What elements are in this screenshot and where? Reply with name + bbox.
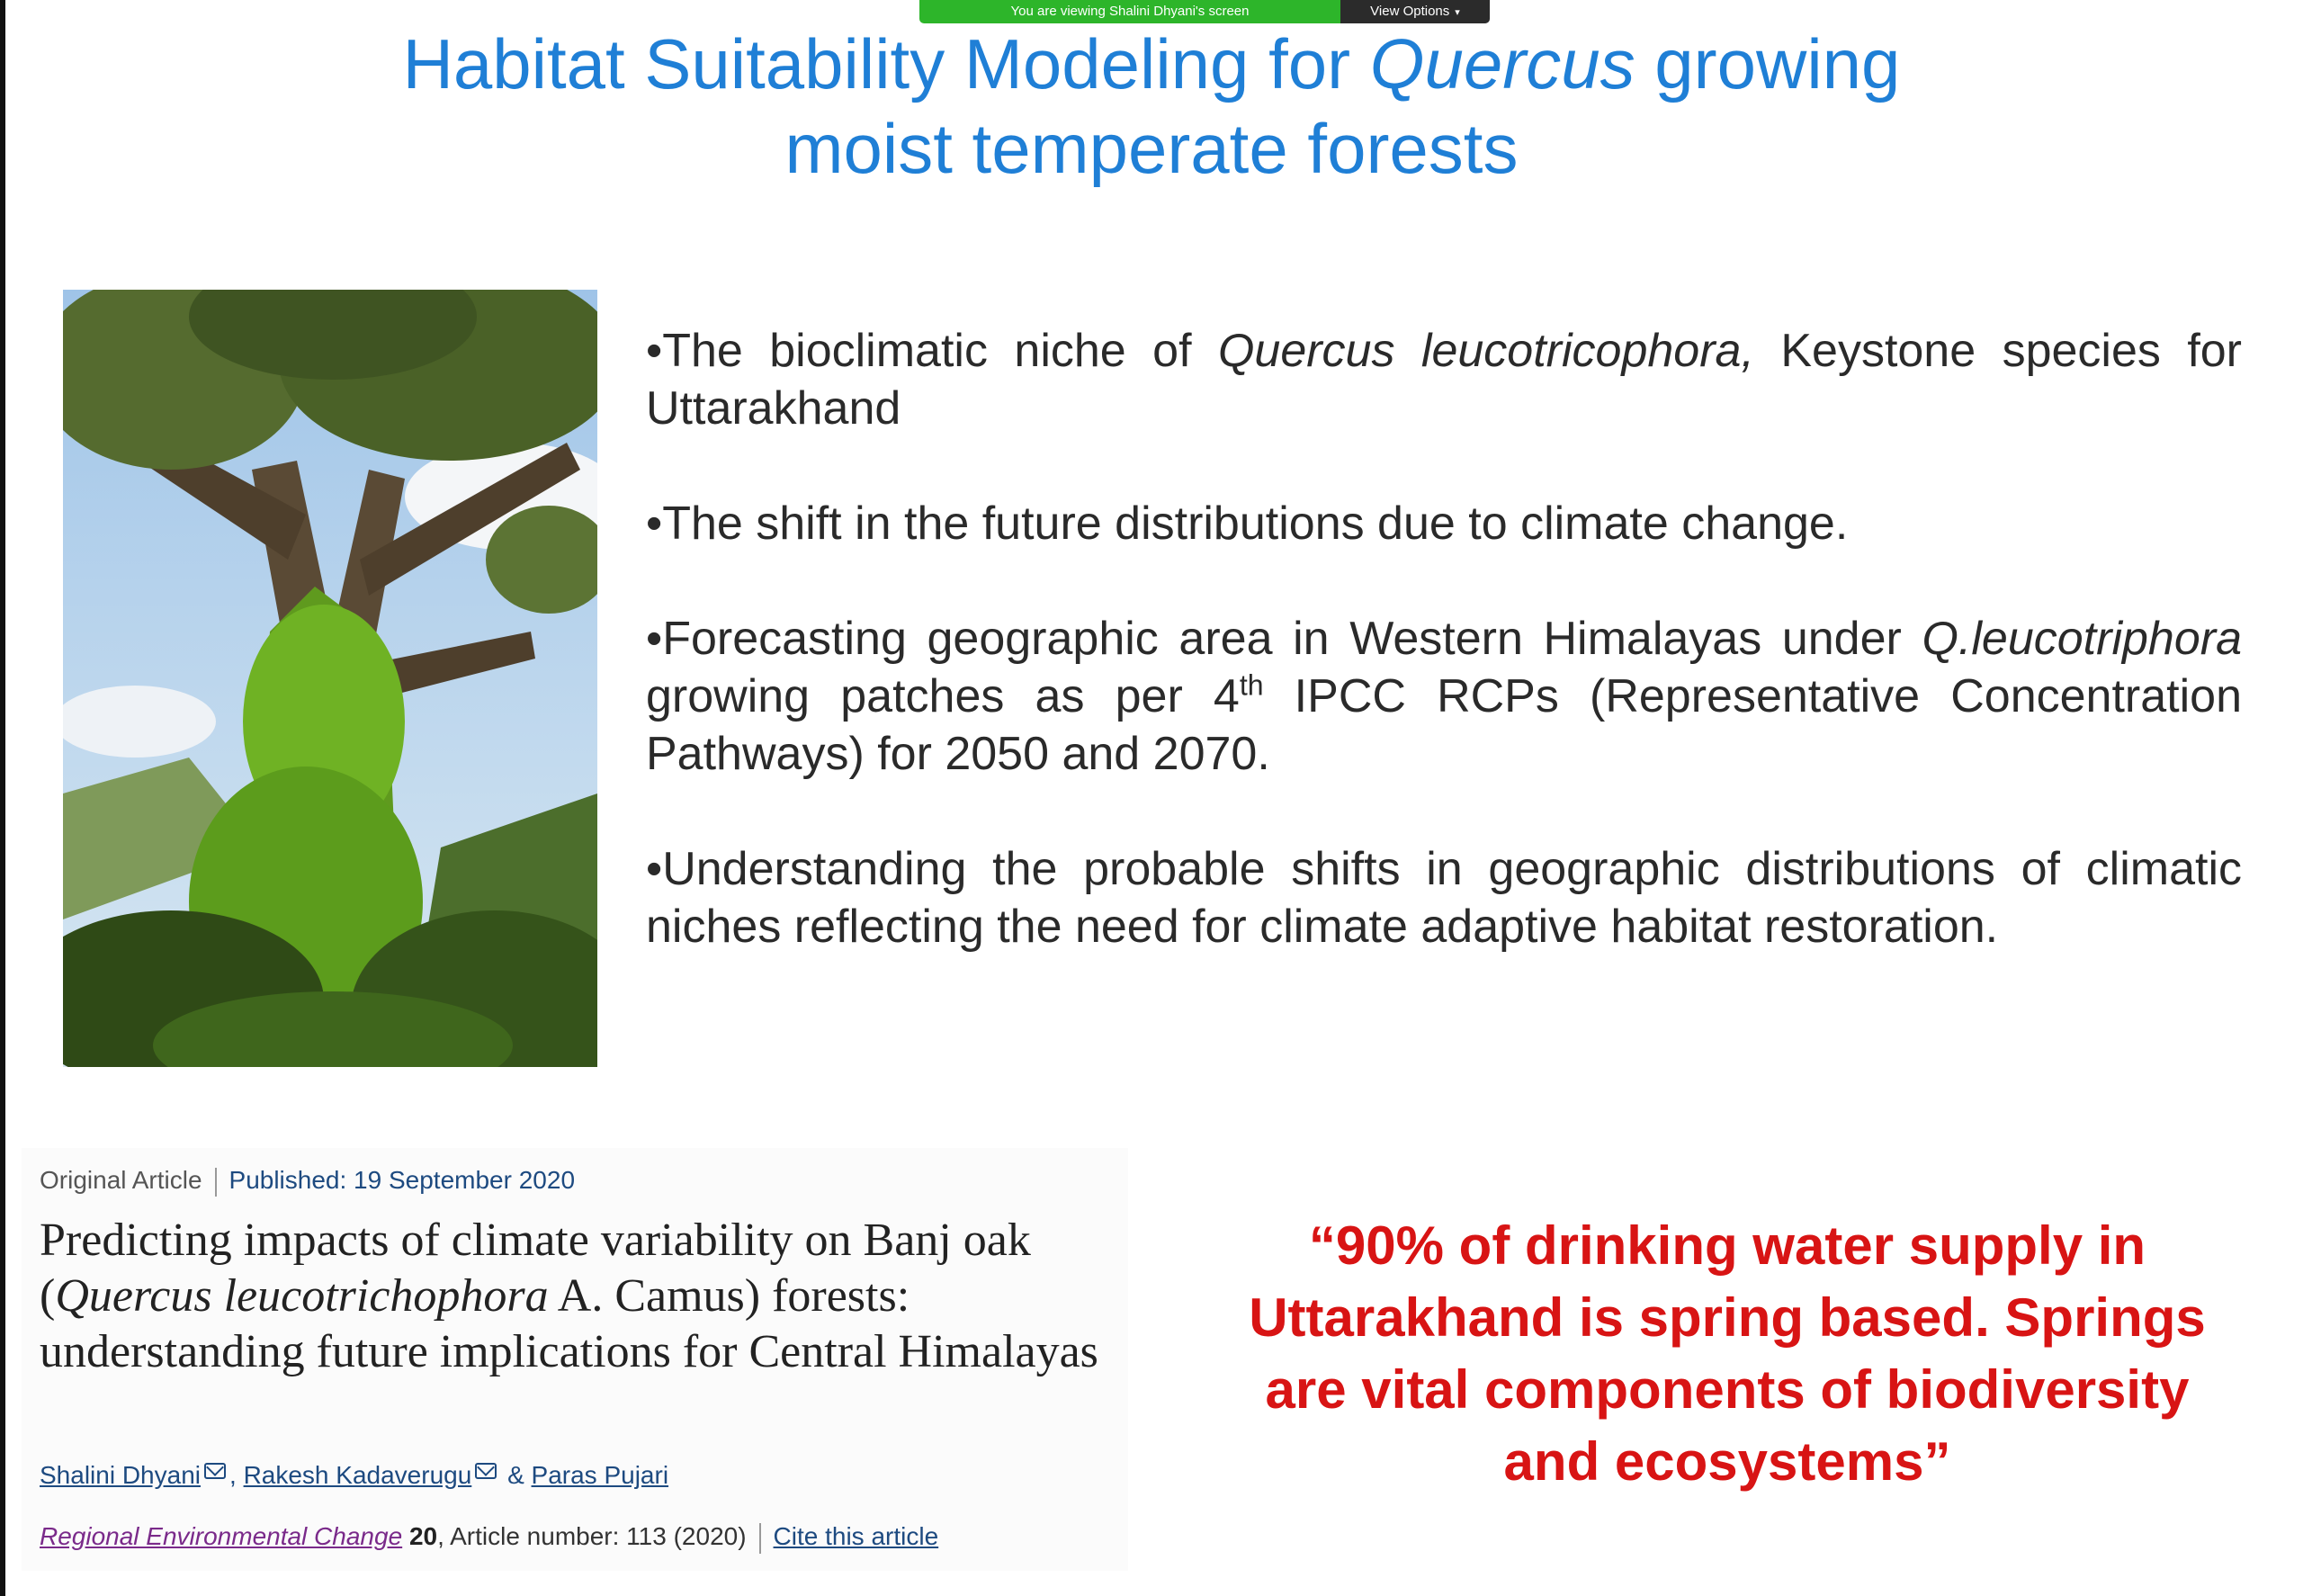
bullet-forecasting	[646, 610, 2242, 783]
mail-icon[interactable]	[204, 1463, 226, 1479]
author-separator: &	[500, 1461, 532, 1489]
article-type: Original Article	[40, 1166, 202, 1194]
author-link[interactable]: Paras Pujari	[531, 1461, 669, 1489]
viewing-screen-label: You are viewing Shalini Dhyani's screen	[919, 0, 1340, 23]
article-number: , Article number: 113 (2020)	[437, 1522, 747, 1550]
author-link[interactable]: Shalini Dhyani	[40, 1461, 201, 1489]
divider	[759, 1523, 761, 1554]
article-title	[40, 1213, 1128, 1380]
bullet1-text: •The bioclimatic niche of	[646, 325, 1218, 377]
journal-volume: 20	[408, 1522, 438, 1550]
bullet-niche	[646, 322, 2242, 437]
chevron-down-icon: ▾	[1455, 7, 1460, 18]
article-title-italic: Quercus leucotrichophora	[55, 1270, 549, 1322]
bullet1-post: Keystone species for Uttarakhand	[646, 325, 2243, 435]
title-part2: growing	[1635, 24, 1901, 103]
title-line2: moist temperate forests	[784, 109, 1519, 188]
bullet3-pre: •Forecasting geographic area in Western Himalayas under	[646, 613, 1922, 665]
oak-tree-photo	[63, 290, 597, 1067]
article-snippet	[22, 1148, 1128, 1571]
slide-title	[0, 22, 2303, 191]
article-title-pre: Predicting impacts of climate variability on Banj oak (	[40, 1215, 1031, 1322]
bullet-shift: •The shift in the future distributions due to climate change.	[646, 498, 1849, 550]
spring-water-quote: “90% of drinking water supply in Uttarakhand is spring based. Springs are vital components of biodiversity and ecosystems”	[1249, 1215, 2206, 1492]
published-date: Published: 19 September 2020	[229, 1166, 576, 1194]
window-edge	[0, 0, 5, 1596]
article-authors: Shalini Dhyani , Rakesh Kadaverugu & Paras Pujari	[40, 1461, 669, 1489]
title-italic: Quercus	[1369, 24, 1635, 103]
bullet1-italic: Quercus leucotricophora,	[1217, 325, 1754, 377]
bullet3-mid: growing patches as per 4	[646, 670, 1240, 722]
view-options-button[interactable]	[1340, 0, 1490, 23]
article-meta	[40, 1166, 575, 1197]
title-part1: Habitat Suitability Modeling for	[402, 24, 1370, 103]
author-link[interactable]: Rakesh Kadaverugu	[243, 1461, 472, 1489]
divider	[215, 1168, 217, 1197]
article-title-post: A. Camus) forests: understanding future implications for Central Himalayas	[40, 1270, 1098, 1377]
mail-icon[interactable]	[475, 1463, 497, 1479]
bullet3-sup: th	[1239, 668, 1264, 702]
screen-share-banner	[919, 0, 1490, 23]
bullet3-italic: Q.leucotriphora	[1922, 613, 2242, 665]
bullet3-post: IPCC RCPs (Representative Concentration Pathways) for 2050 and 2070.	[646, 670, 2242, 780]
cite-article-link[interactable]: Cite this article	[773, 1522, 939, 1550]
bullet-list	[646, 322, 2242, 1013]
journal-link[interactable]: Regional Environmental Change	[40, 1522, 403, 1550]
view-options-label: View Options	[1370, 4, 1450, 19]
bullet-understanding: •Understanding the probable shifts in geographic distributions of climatic niches reflecting the need for climate adaptive habitat restoration.	[646, 843, 2242, 953]
journal-info	[40, 1522, 938, 1554]
